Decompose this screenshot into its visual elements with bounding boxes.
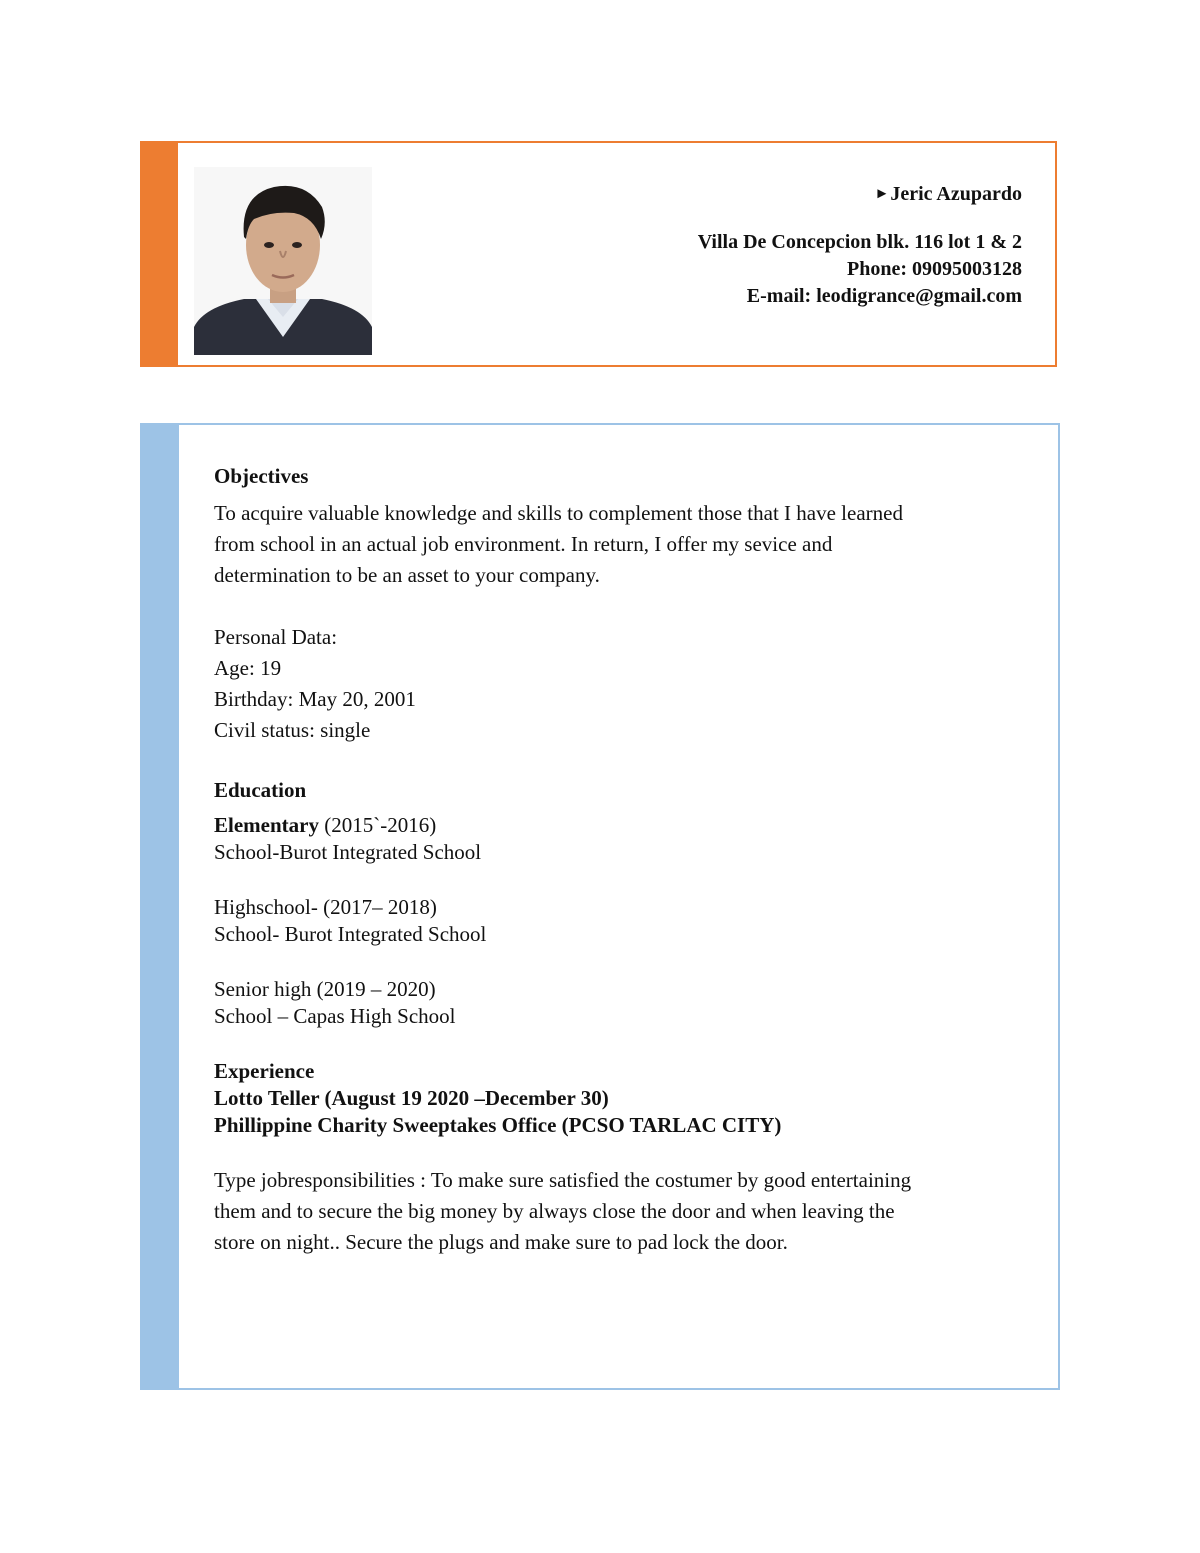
header-section [140,141,1057,367]
email: E-mail: leodigrance@gmail.com [746,285,1022,307]
experience-description [214,1165,1014,1258]
personal-birthday: Birthday: May 20, 2001 [214,687,416,711]
highschool-school: School- Burot Integrated School [214,922,487,946]
elementary-school: School-Burot Integrated School [214,840,482,864]
candidate-name-line [698,181,1022,210]
elementary-label: Elementary [214,813,319,837]
phone: Phone: 09095003128 [847,258,1022,280]
profile-photo [194,167,372,355]
personal-civil-status: Civil status: single [214,718,371,742]
education-heading: Education [214,778,307,802]
description-line: Type jobresponsibilities : To make sure satisfied the costumer by good entertaining [214,1168,912,1192]
address: Villa De Concepcion blk. 116 lot 1 & 2 [697,231,1022,253]
experience-position: Lotto Teller (August 19 2020 –December 30) [214,1086,609,1110]
body-accent-bar [142,425,179,1388]
senior-high-title: Senior high (2019 – 2020) [214,977,436,1001]
header-accent-bar [142,143,178,365]
objectives-line: To acquire valuable knowledge and skills to complement those that I have learned [214,501,903,525]
resume-content [214,463,1014,1258]
contact-block [698,181,1022,310]
objectives-line: from school in an actual job environment. In return, I offer my sevice and [214,532,833,556]
profile-photo-illustration [194,167,372,355]
highschool-title: Highschool- (2017– 2018) [214,895,437,919]
objectives-line: determination to be an asset to your company. [214,563,600,587]
description-line: store on night.. Secure the plugs and make sure to pad lock the door. [214,1230,788,1254]
experience-heading: Experience [214,1059,315,1083]
senior-high-school: School – Capas High School [214,1004,456,1028]
resume-body-section [140,423,1060,1390]
elementary-years: (2015`-2016) [318,813,437,837]
pointer-arrow-icon: ► [874,186,890,202]
objectives-heading: Objectives [214,464,309,488]
objectives-text [214,498,1014,591]
candidate-name: Jeric Azupardo [890,183,1022,205]
personal-data-title: Personal Data: [214,625,338,649]
personal-age: Age: 19 [214,656,282,680]
education-elementary [214,812,1014,839]
description-line: them and to secure the big money by always close the door and when leaving the [214,1199,895,1223]
experience-company: Phillippine Charity Sweeptakes Office (PCSO TARLAC CITY) [214,1113,782,1137]
